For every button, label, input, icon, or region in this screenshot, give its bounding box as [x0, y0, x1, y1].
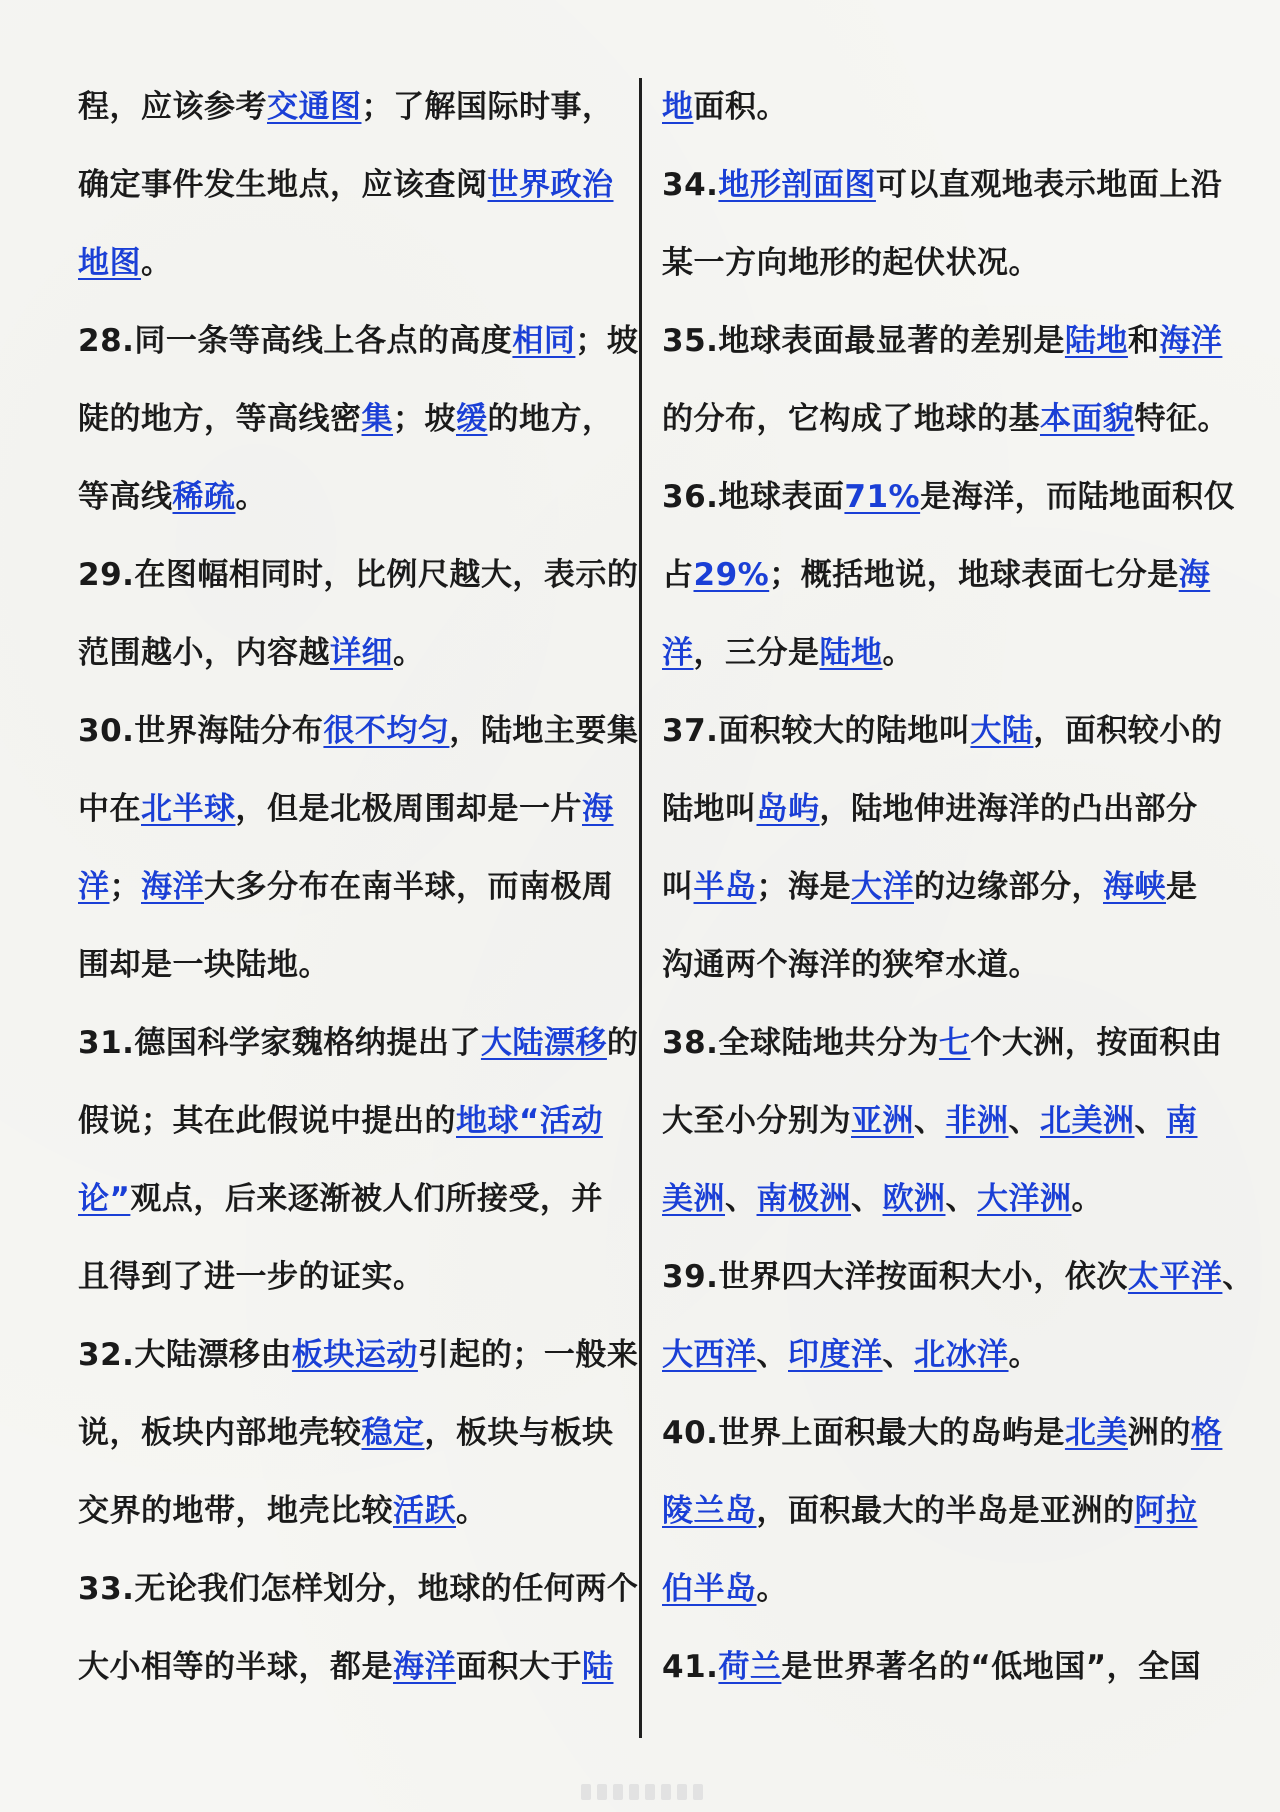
- text-segment: 特征。: [1134, 401, 1229, 437]
- text-segment: 35.地球表面最显著的差别是: [662, 323, 1065, 359]
- highlighted-answer: 北美洲: [1040, 1103, 1135, 1139]
- text-line: [662, 458, 1236, 536]
- highlighted-answer: 北冰洋: [914, 1337, 1009, 1373]
- highlighted-answer: 陆地: [819, 635, 883, 671]
- highlighted-answer: 海洋: [141, 869, 204, 905]
- text-segment: 中在: [78, 791, 141, 827]
- highlighted-answer: 印度洋: [788, 1337, 883, 1373]
- highlighted-answer: 海峡: [1103, 869, 1166, 905]
- text-line: [78, 692, 639, 770]
- text-segment: 沟通两个海洋的狭窄水道。: [662, 947, 1040, 983]
- highlighted-answer: 大陆漂移: [480, 1025, 607, 1061]
- text-segment: ；海是: [756, 869, 851, 905]
- highlighted-answer: 非洲: [945, 1103, 1009, 1139]
- text-segment: 面积。: [693, 89, 788, 125]
- text-segment: 32.大陆漂移由: [78, 1337, 292, 1373]
- text-segment: 大至小分别为: [662, 1103, 851, 1139]
- text-line: [662, 1472, 1202, 1550]
- left-text-column: [78, 68, 639, 1706]
- text-segment: 是海洋，而陆地面积仅: [920, 479, 1236, 515]
- highlighted-answer: 地: [662, 89, 694, 125]
- highlighted-answer: 大陆: [970, 713, 1034, 749]
- highlighted-answer: 海: [582, 791, 614, 827]
- highlighted-answer: 大西洋: [662, 1337, 757, 1373]
- text-segment: 的分布，它构成了地球的基: [662, 401, 1040, 437]
- text-line: [78, 770, 618, 848]
- text-segment: 。: [235, 479, 267, 515]
- text-segment: 和: [1127, 323, 1160, 359]
- text-segment: 。: [141, 245, 173, 281]
- text-segment: ；坡: [393, 401, 456, 437]
- text-segment: ；坡: [575, 323, 639, 359]
- highlighted-answer: 北半球: [141, 791, 236, 827]
- text-line: [662, 1550, 1202, 1628]
- text-segment: 。: [1008, 1337, 1040, 1373]
- text-segment: 某一方向地形的起伏状况。: [662, 245, 1040, 281]
- text-line: [78, 926, 618, 1004]
- text-line: [78, 1160, 618, 1238]
- highlighted-answer: 陆地: [1064, 323, 1128, 359]
- text-line: [662, 1082, 1202, 1160]
- text-segment: 引起的；一般来: [417, 1337, 639, 1373]
- text-segment: 陆地叫: [662, 791, 757, 827]
- highlighted-answer: 七: [938, 1025, 971, 1061]
- text-line: [78, 1472, 618, 1550]
- text-segment: ，三分是: [693, 635, 820, 671]
- text-line: [662, 224, 1202, 302]
- text-segment: 37.面积较大的陆地叫: [662, 713, 971, 749]
- text-line: [78, 68, 618, 146]
- text-line: [662, 380, 1229, 458]
- text-segment: 程，应该参考: [78, 89, 267, 125]
- text-segment: 占: [662, 557, 694, 593]
- highlighted-answer: 稀疏: [172, 479, 236, 515]
- text-segment: 假说；其在此假说中提出的: [78, 1103, 456, 1139]
- highlighted-answer: 板块运动: [291, 1337, 418, 1373]
- highlighted-answer: 亚洲: [851, 1103, 914, 1139]
- highlighted-answer: 论”: [78, 1181, 131, 1217]
- text-line: [662, 302, 1223, 380]
- highlighted-answer: 详细: [330, 635, 393, 671]
- text-line: [78, 1550, 639, 1628]
- text-line: [78, 536, 639, 614]
- highlighted-answer: 稳定: [361, 1415, 425, 1451]
- highlighted-answer: 岛屿: [756, 791, 820, 827]
- text-segment: 可以直观地表示地面上沿: [875, 167, 1223, 203]
- text-line: [78, 224, 618, 302]
- highlighted-answer: 大洋: [851, 869, 914, 905]
- text-line: [662, 1316, 1202, 1394]
- highlighted-answer: 本面貌: [1040, 401, 1135, 437]
- highlighted-answer: 格: [1190, 1415, 1223, 1451]
- highlighted-answer: 欧洲: [882, 1181, 946, 1217]
- highlighted-answer: 地形剖面图: [718, 167, 876, 203]
- text-segment: ，板块与板块: [424, 1415, 614, 1451]
- highlighted-answer: 地球“活动: [456, 1103, 603, 1139]
- text-segment: ，陆地主要集: [449, 713, 639, 749]
- right-text-column: [662, 68, 1254, 1706]
- text-line: [662, 1238, 1254, 1316]
- highlighted-answer: 陆: [582, 1649, 614, 1685]
- highlighted-answer: 相同: [512, 323, 576, 359]
- text-line: [662, 146, 1223, 224]
- text-segment: 。: [882, 635, 914, 671]
- text-line: [78, 614, 618, 692]
- text-segment: 、: [882, 1337, 914, 1373]
- text-line: [662, 1004, 1223, 1082]
- text-segment: 个大洲，按面积由: [970, 1025, 1223, 1061]
- text-segment: 是: [1166, 869, 1198, 905]
- highlighted-answer: 缓: [456, 401, 488, 437]
- text-segment: 的边缘部分，: [914, 869, 1103, 905]
- highlighted-answer: 阿拉: [1134, 1493, 1198, 1529]
- text-line: [78, 1082, 618, 1160]
- text-line: [78, 1238, 618, 1316]
- text-segment: 30.世界海陆分布: [78, 713, 324, 749]
- text-line: [78, 458, 618, 536]
- text-line: [78, 1628, 618, 1706]
- text-segment: 29.在图幅相同时，比例尺越大，表示的: [78, 557, 639, 593]
- text-line: [78, 146, 618, 224]
- highlighted-answer: 半岛: [693, 869, 757, 905]
- highlighted-answer: 洋: [662, 635, 694, 671]
- text-line: [662, 1628, 1202, 1706]
- highlighted-answer: 海洋: [393, 1649, 456, 1685]
- text-segment: 面积大于: [456, 1649, 582, 1685]
- text-segment: 交界的地带，地壳比较: [78, 1493, 393, 1529]
- text-segment: 陡的地方，等高线密: [78, 401, 362, 437]
- text-segment: ；概括地说，地球表面七分是: [769, 557, 1179, 593]
- text-line: [662, 770, 1202, 848]
- highlighted-answer: 很不均匀: [323, 713, 450, 749]
- highlighted-answer: 集: [361, 401, 393, 437]
- text-line: [662, 536, 1211, 614]
- highlighted-answer: 海: [1178, 557, 1211, 593]
- text-line: [662, 848, 1202, 926]
- text-segment: 。: [756, 1571, 788, 1607]
- text-segment: ；了解国际时事，: [361, 89, 614, 125]
- highlighted-answer: 太平洋: [1127, 1259, 1223, 1295]
- text-segment: ；: [109, 869, 141, 905]
- text-line: [78, 1004, 639, 1082]
- highlighted-answer: 世界政治: [487, 167, 614, 203]
- text-line: [662, 926, 1202, 1004]
- text-segment: 28.同一条等高线上各点的高度: [78, 323, 513, 359]
- text-line: [662, 614, 1202, 692]
- text-segment: 31.德国科学家魏格纳提出了: [78, 1025, 481, 1061]
- text-segment: 34.: [662, 167, 719, 203]
- text-segment: ，面积最大的半岛是亚洲的: [756, 1493, 1135, 1529]
- text-segment: 围却是一块陆地。: [78, 947, 330, 983]
- text-line: [78, 848, 618, 926]
- highlighted-answer: 海洋: [1159, 323, 1223, 359]
- text-segment: 39.世界四大洋按面积大小，依次: [662, 1259, 1128, 1295]
- column-divider: [639, 78, 642, 1738]
- highlighted-answer: 北美: [1064, 1415, 1128, 1451]
- text-segment: 、: [914, 1103, 946, 1139]
- text-segment: 观点，后来逐渐被人们所接受，并: [130, 1181, 603, 1217]
- text-segment: 且得到了进一步的证实。: [78, 1259, 425, 1295]
- text-segment: 是世界著名的“低地国”，全国: [781, 1649, 1202, 1685]
- text-segment: 、: [1008, 1103, 1040, 1139]
- text-segment: 41.: [662, 1649, 719, 1685]
- text-segment: ，面积较小的: [1033, 713, 1223, 749]
- text-line: [662, 1394, 1223, 1472]
- text-line: [78, 302, 639, 380]
- text-segment: ，但是北极周围却是一片: [235, 791, 582, 827]
- text-segment: 等高线: [78, 479, 173, 515]
- highlighted-answer: 南极洲: [756, 1181, 851, 1217]
- text-segment: 。: [1071, 1181, 1103, 1217]
- text-line: [662, 1160, 1202, 1238]
- highlighted-answer: 南: [1166, 1103, 1198, 1139]
- text-segment: 、: [1222, 1259, 1254, 1295]
- text-line: [662, 68, 1202, 146]
- text-segment: 大多分布在南半球，而南极周: [204, 869, 614, 905]
- text-segment: 。: [393, 635, 425, 671]
- text-line: [662, 692, 1223, 770]
- text-segment: 、: [756, 1337, 788, 1373]
- highlighted-answer: 大洋洲: [977, 1181, 1072, 1217]
- highlighted-answer: 荷兰: [718, 1649, 782, 1685]
- text-segment: 洲的: [1127, 1415, 1191, 1451]
- highlighted-answer: 活跃: [393, 1493, 456, 1529]
- highlighted-answer: 71%: [844, 479, 921, 515]
- text-line: [78, 1316, 639, 1394]
- text-segment: 、: [945, 1181, 977, 1217]
- text-segment: 40.世界上面积最大的岛屿是: [662, 1415, 1065, 1451]
- highlighted-answer: 交通图: [267, 89, 362, 125]
- text-segment: 叫: [662, 869, 694, 905]
- highlighted-answer: 洋: [78, 869, 110, 905]
- text-segment: 的地方，: [487, 401, 614, 437]
- highlighted-answer: 伯半岛: [662, 1571, 757, 1607]
- text-segment: 、: [725, 1181, 757, 1217]
- text-segment: 、: [851, 1181, 883, 1217]
- text-segment: 。: [456, 1493, 488, 1529]
- text-segment: 、: [1134, 1103, 1166, 1139]
- text-segment: 33.无论我们怎样划分，地球的任何两个: [78, 1571, 639, 1607]
- text-line: [78, 1394, 618, 1472]
- text-segment: 确定事件发生地点，应该查阅: [78, 167, 488, 203]
- highlighted-answer: 美洲: [662, 1181, 725, 1217]
- text-segment: 说，板块内部地壳较: [78, 1415, 362, 1451]
- watermark-bars: [572, 1783, 712, 1801]
- highlighted-answer: 地图: [78, 245, 141, 281]
- highlighted-answer: 29%: [693, 557, 770, 593]
- text-segment: 范围越小，内容越: [78, 635, 330, 671]
- text-line: [78, 380, 618, 458]
- text-segment: 大小相等的半球，都是: [78, 1649, 393, 1685]
- text-segment: 36.地球表面: [662, 479, 845, 515]
- text-segment: 38.全球陆地共分为: [662, 1025, 939, 1061]
- highlighted-answer: 陵兰岛: [662, 1493, 757, 1529]
- text-segment: ，陆地伸进海洋的凸出部分: [819, 791, 1198, 827]
- text-segment: 的: [606, 1025, 639, 1061]
